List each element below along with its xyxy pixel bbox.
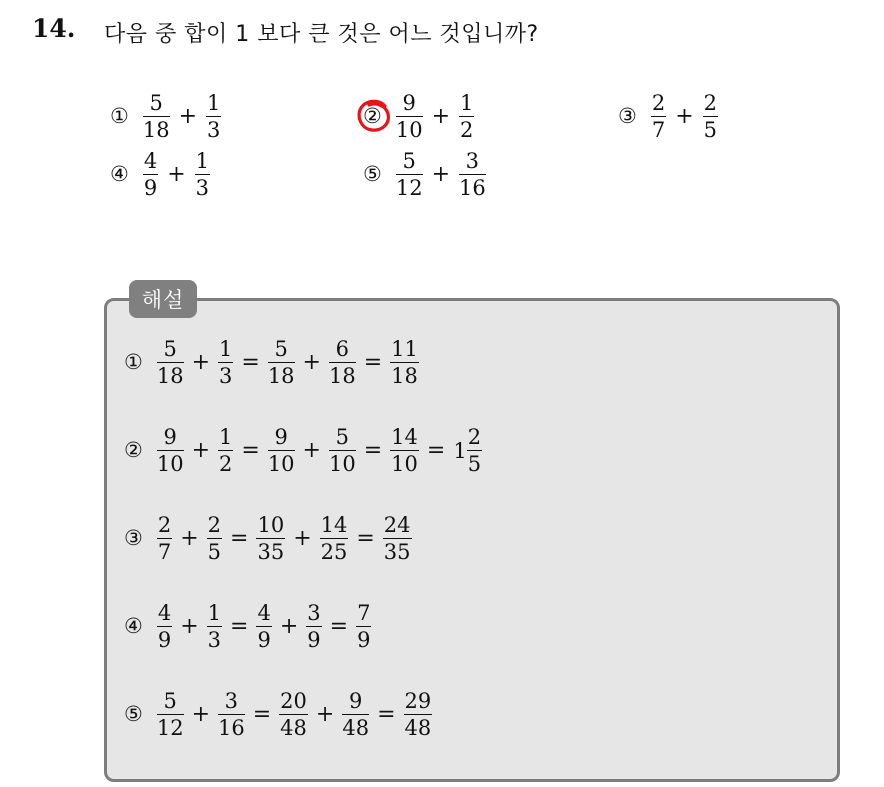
plus-sign: + (431, 103, 450, 129)
equals-sign: = (241, 349, 260, 375)
fraction: $\frac{1}{3}$ (219, 337, 233, 389)
equals-sign: = (230, 613, 249, 639)
fraction: $\frac{9}{48}$ (342, 689, 370, 741)
choice-1[interactable] (110, 92, 221, 141)
fraction: $\frac{11}{18}$ (391, 337, 418, 389)
fraction: $\frac{3}{16}$ (459, 149, 486, 201)
plus-sign: + (293, 525, 312, 551)
fraction: $\frac{5}{18}$ (267, 337, 295, 389)
plus-sign: + (302, 437, 321, 463)
fraction: $\frac{4}{9}$ (143, 149, 158, 201)
choice-marker: ⑤ (363, 162, 382, 187)
fraction: $\frac{1}{3}$ (207, 91, 221, 143)
solution-expression (157, 690, 432, 739)
plus-sign: + (302, 349, 321, 375)
fraction: $\frac{9}{10}$ (395, 91, 423, 143)
choice-expression (396, 150, 486, 199)
fraction: $\frac{24}{35}$ (383, 513, 411, 565)
fraction: $\frac{1}{3}$ (207, 601, 222, 653)
fraction: $\frac{4}{9}$ (257, 601, 271, 653)
solution-line-3 (124, 514, 412, 563)
plus-sign: + (167, 161, 186, 187)
solution-line-2 (124, 426, 482, 475)
plus-sign: + (191, 349, 210, 375)
solution-marker: ④ (124, 614, 143, 639)
fraction: $\frac{5}{18}$ (156, 337, 184, 389)
fraction: $\frac{2}{5}$ (703, 91, 718, 143)
solution-expression (157, 426, 482, 475)
fraction: $\frac{5}{10}$ (328, 425, 356, 477)
fraction: $\frac{5}{18}$ (142, 91, 170, 143)
choice-marker: ④ (110, 162, 129, 187)
choice-expression (143, 150, 210, 199)
fraction: $\frac{4}{9}$ (157, 601, 172, 653)
equals-sign: = (377, 701, 396, 727)
fraction: $\frac{6}{18}$ (328, 337, 356, 389)
fraction: $\frac{1}{2}$ (219, 425, 233, 477)
plus-sign: + (191, 437, 210, 463)
plus-sign: + (315, 701, 335, 727)
fraction: $\frac{7}{9}$ (357, 601, 371, 653)
equals-sign: = (241, 437, 260, 463)
fraction: $\frac{9}{10}$ (156, 425, 184, 477)
question-text: 다음 중 합이 1 보다 큰 것은 어느 것입니까? (104, 22, 539, 47)
solution-line-4 (124, 602, 371, 651)
fraction: $\frac{14}{10}$ (391, 425, 418, 477)
solution-marker: ③ (124, 526, 143, 551)
choice-marker: ③ (618, 104, 637, 129)
fraction: $\frac{3}{9}$ (307, 601, 321, 653)
fraction: $\frac{14}{25}$ (320, 513, 348, 565)
fraction: $\frac{20}{48}$ (280, 689, 307, 741)
choice-expression (396, 92, 475, 141)
choice-4[interactable] (110, 150, 210, 199)
equals-sign: = (426, 437, 446, 463)
equals-sign: = (329, 613, 349, 639)
fraction: $\frac{1}{3}$ (195, 149, 210, 201)
question-number: 14. (32, 14, 76, 43)
plus-sign: + (180, 613, 199, 639)
choice-2[interactable] (363, 92, 474, 141)
plus-sign: + (279, 613, 299, 639)
fraction: $\frac{29}{48}$ (404, 689, 432, 741)
choice-expression (143, 92, 222, 141)
solution-marker: ① (124, 350, 143, 375)
fraction: $\frac{9}{10}$ (267, 425, 295, 477)
explanation-tag: 해설 (129, 280, 197, 318)
plus-sign: + (178, 103, 197, 129)
fraction: $\frac{5}{12}$ (395, 149, 423, 201)
choice-5[interactable] (363, 150, 486, 199)
fraction: $\frac{5}{12}$ (156, 689, 184, 741)
choice-3[interactable] (618, 92, 718, 141)
equals-sign: = (252, 701, 272, 727)
fraction: $\frac{2}{7}$ (651, 91, 666, 143)
equals-sign: = (230, 525, 249, 551)
solution-expression (157, 602, 372, 651)
solution-line-1 (124, 338, 419, 387)
fraction: $\frac{2}{5}$ (207, 513, 222, 565)
choice-expression (651, 92, 718, 141)
solution-expression (157, 514, 412, 563)
choice-marker: ① (110, 104, 129, 129)
fraction: $\frac{3}{16}$ (218, 689, 245, 741)
mixed-number: 1 $\frac{2}{5}$ (453, 425, 482, 477)
choice-marker: ② (363, 106, 382, 127)
solution-marker: ⑤ (124, 702, 143, 727)
equals-sign: = (356, 525, 375, 551)
equals-sign: = (363, 349, 383, 375)
solution-line-5 (124, 690, 432, 739)
fraction: $\frac{2}{7}$ (157, 513, 172, 565)
plus-sign: + (180, 525, 199, 551)
fraction: $\frac{1}{2}$ (460, 91, 474, 143)
equals-sign: = (363, 437, 383, 463)
plus-sign: + (675, 103, 694, 129)
fraction: $\frac{10}{35}$ (257, 513, 285, 565)
plus-sign: + (191, 701, 210, 727)
solution-expression (157, 338, 419, 387)
solution-marker: ② (124, 438, 143, 463)
plus-sign: + (431, 161, 450, 187)
